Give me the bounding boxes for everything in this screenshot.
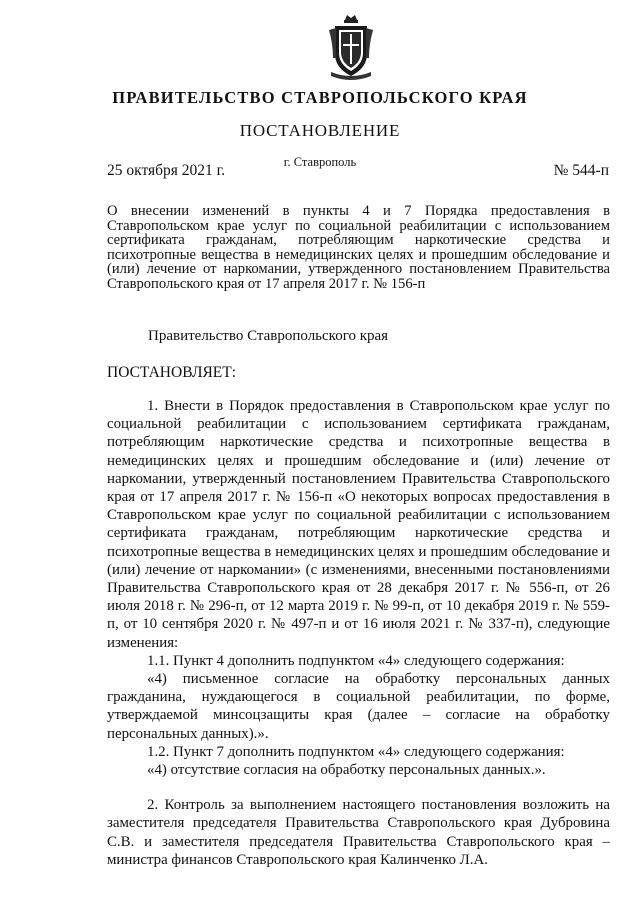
- preamble-decrees: ПОСТАНОВЛЯЕТ:: [107, 364, 237, 381]
- document-type: ПОСТАНОВЛЕНИЕ: [239, 121, 401, 140]
- paragraph-1-1: 1.1. Пункт 4 дополнить подпунктом «4» следующего содержания:: [147, 652, 565, 669]
- document-subject: О внесении изменений в пункты 4 и 7 Порядка предоставления в Ставропольском крае услуг по социальной реабилитации с использованием сертификата гражданам, потребляющим наркотические средства и психотропные вещества в немедицинских целях и прошедшим обследование и (или) лечение от наркомании, утвержденного постановлением Правительства Ставропольского края от 17 апреля 2017 г. № 156-п: [107, 203, 610, 292]
- paragraph-1: 1. Внести в Порядок предоставления в Ставропольском крае услуг по социальной реабилитации с использованием сертификата гражданам, потребляющим наркотические средства и психотропные вещества в немедицинских целях и прошедшим обследование и (или) лечение от наркомании, утвержденный постановлением Правительства Ставропольского края от 17 апреля 2017 г. № 156-п «О некоторых вопросах предоставления в Ставропольском крае услуг по социальной реабилитации с использованием сертификата гражданам, потребляющим наркотические средства и психотропные вещества в немедицинских целях и прошедшим обследование и (или) лечение от наркомании» (с изменениями, внесенными постановлениями Правительства Ставропольского края от 28 декабря 2017 г. № 556-п, от 26 июля 2018 г. № 296-п, от 12 марта 2019 г. № 99-п, от 10 декабря 2019 г. № 559-п, от 10 сентября 2020 г. № 497-п и от 16 июля 2021 г. № 337-п), следующие изменения:: [107, 398, 610, 651]
- document-number: № 544-п: [553, 162, 609, 179]
- paragraph-1-2-text: «4) отсутствие согласия на обработку персональных данных.».: [147, 762, 546, 779]
- preamble-government-name: Правительство Ставропольского края: [148, 328, 389, 344]
- coat-of-arms-icon: [327, 14, 375, 80]
- document-body: [107, 397, 610, 869]
- paragraph-2: 2. Контроль за выполнением настоящего постановления возложить на заместителя председателя Правительства Ставропольского края Дубровина С.В. и заместителя председателя Правительства Ставропольского края – министра финансов Ставропольского края Калинченко Л.А.: [107, 797, 610, 868]
- paragraph-1-1-text: «4) письменное согласие на обработку персональных данных гражданина, нуждающегося в социальной реабилитации, по форме, утверждаемой минсоцзащиты края (далее – согласие на обработку персональных данных).».: [107, 671, 610, 742]
- document-city: г. Ставрополь: [283, 155, 357, 169]
- government-title: ПРАВИТЕЛЬСТВО СТАВРОПОЛЬСКОГО КРАЯ: [112, 88, 528, 107]
- document-date: 25 октября 2021 г.: [107, 162, 226, 179]
- paragraph-1-2: 1.2. Пункт 7 дополнить подпунктом «4» следующего содержания:: [147, 743, 565, 760]
